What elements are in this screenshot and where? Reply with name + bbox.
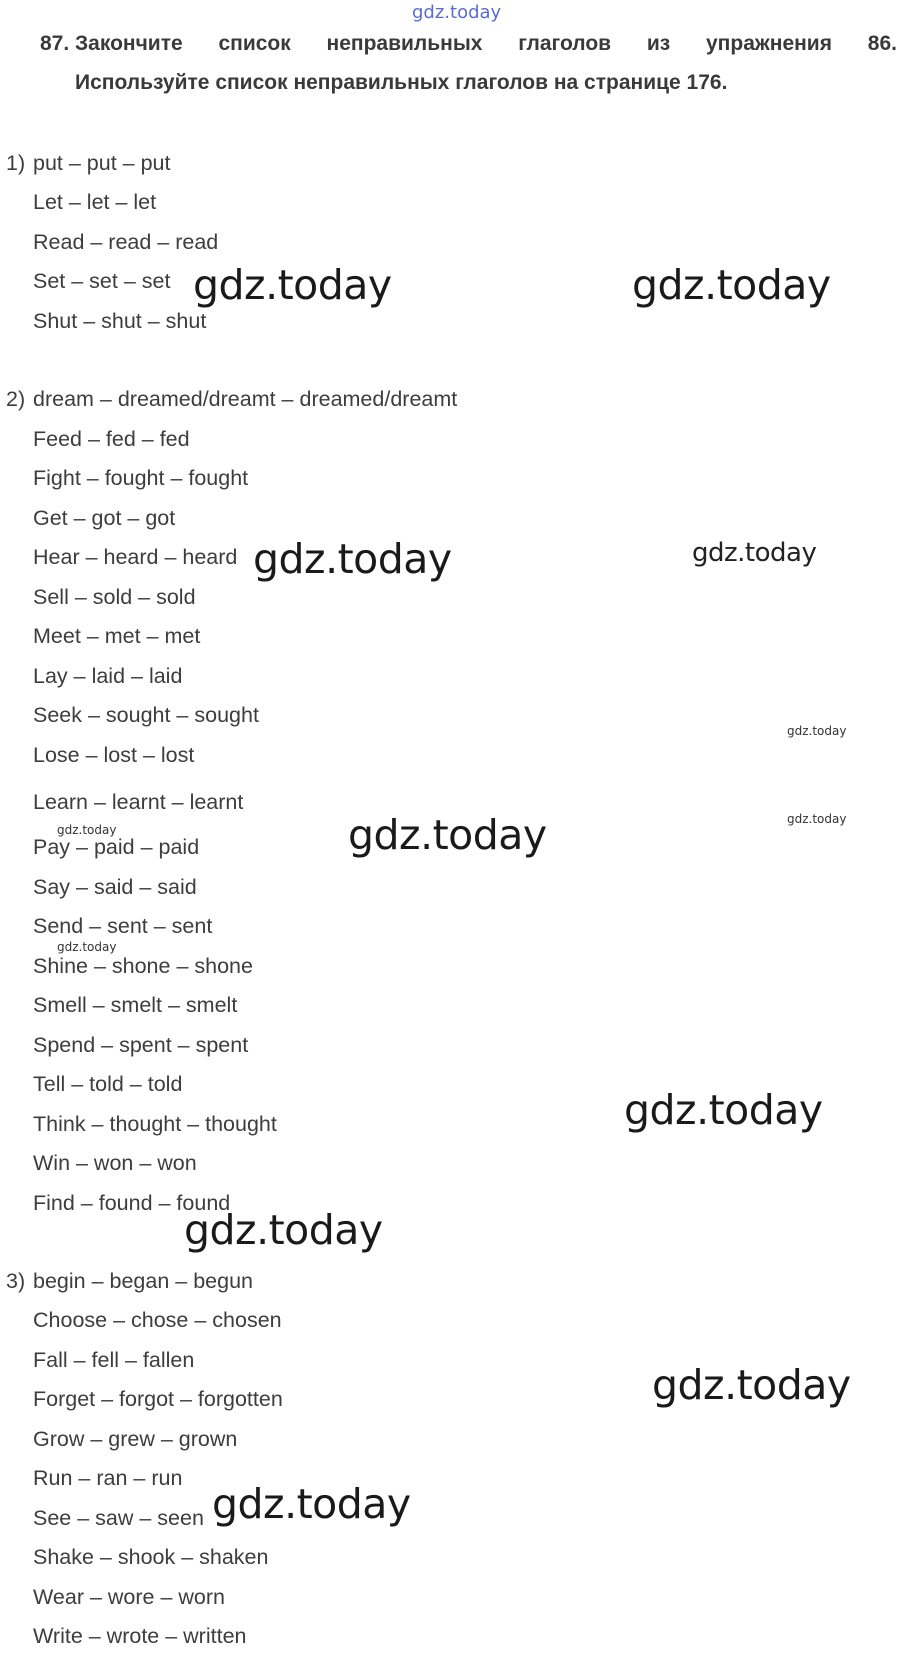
verb-line: Fight – fought – fought xyxy=(33,466,249,490)
verb-line: Think – thought – thought xyxy=(33,1112,277,1136)
heading-word: список xyxy=(218,32,291,55)
verb-line: Forget – forgot – forgotten xyxy=(33,1387,283,1411)
verb-line: Learn – learnt – learnt xyxy=(33,790,244,814)
verb-line: Grow – grew – grown xyxy=(33,1427,238,1451)
watermark: gdz.today xyxy=(787,724,847,738)
heading-word: упражнения xyxy=(706,32,832,55)
verb-line: Hear – heard – heard xyxy=(33,545,238,569)
watermark: gdz.today xyxy=(692,538,817,568)
watermark: gdz.today xyxy=(624,1086,823,1134)
watermark: gdz.today xyxy=(787,812,847,826)
watermark-top: gdz.today xyxy=(412,2,502,23)
watermark: gdz.today xyxy=(193,261,392,309)
watermark: gdz.today xyxy=(348,811,547,859)
verb-line: put – put – put xyxy=(33,151,171,175)
group-number: 2) xyxy=(6,387,26,411)
verb-line: Feed – fed – fed xyxy=(33,427,190,451)
watermark: gdz.today xyxy=(632,261,831,309)
verb-line: Pay – paid – paid xyxy=(33,835,200,859)
watermark: gdz.today xyxy=(253,535,452,583)
watermark: gdz.today xyxy=(652,1361,851,1409)
verb-line: Send – sent – sent xyxy=(33,914,213,938)
verb-line: Spend – spent – spent xyxy=(33,1033,249,1057)
verb-line: Wear – wore – worn xyxy=(33,1585,225,1609)
verb-line: Choose – chose – chosen xyxy=(33,1308,282,1332)
watermark: gdz.today xyxy=(184,1206,383,1254)
verb-line: Smell – smelt – smelt xyxy=(33,993,238,1017)
heading-word: из xyxy=(646,32,671,55)
verb-line: Set – set – set xyxy=(33,269,171,293)
verb-line: Find – found – found xyxy=(33,1191,231,1215)
verb-line: Meet – met – met xyxy=(33,624,201,648)
verb-line: begin – began – begun xyxy=(33,1269,253,1293)
verb-line: Write – wrote – written xyxy=(33,1624,247,1648)
verb-line: Shut – shut – shut xyxy=(33,309,207,333)
verb-line: Seek – sought – sought xyxy=(33,703,259,727)
exercise-instruction: Используйте список неправильных глаголов на странице 176. xyxy=(75,71,728,94)
verb-line: Read – read – read xyxy=(33,230,219,254)
group-number: 3) xyxy=(6,1269,26,1293)
verb-line: Say – said – said xyxy=(33,875,197,899)
verb-line: Lose – lost – lost xyxy=(33,743,195,767)
watermark: gdz.today xyxy=(57,940,117,954)
verb-line: dream – dreamed/dreamt – dreamed/dreamt xyxy=(33,387,458,411)
heading-word: 87. Закончите xyxy=(40,32,183,55)
heading-word: 86. xyxy=(867,32,897,55)
watermark: gdz.today xyxy=(57,823,117,837)
verb-line: Sell – sold – sold xyxy=(33,585,196,609)
verb-line: Let – let – let xyxy=(33,190,157,214)
group-number: 1) xyxy=(6,151,26,175)
verb-line: Shine – shone – shone xyxy=(33,954,253,978)
heading-word: глаголов xyxy=(518,32,612,55)
verb-line: Fall – fell – fallen xyxy=(33,1348,195,1372)
exercise-heading xyxy=(40,32,897,56)
verb-line: Shake – shook – shaken xyxy=(33,1545,269,1569)
heading-word: неправильных xyxy=(326,32,483,55)
verb-line: Tell – told – told xyxy=(33,1072,183,1096)
verb-line: Win – won – won xyxy=(33,1151,197,1175)
verb-line: See – saw – seen xyxy=(33,1506,204,1530)
verb-line: Run – ran – run xyxy=(33,1466,183,1490)
verb-line: Lay – laid – laid xyxy=(33,664,183,688)
verb-line: Get – got – got xyxy=(33,506,176,530)
watermark: gdz.today xyxy=(212,1480,411,1528)
